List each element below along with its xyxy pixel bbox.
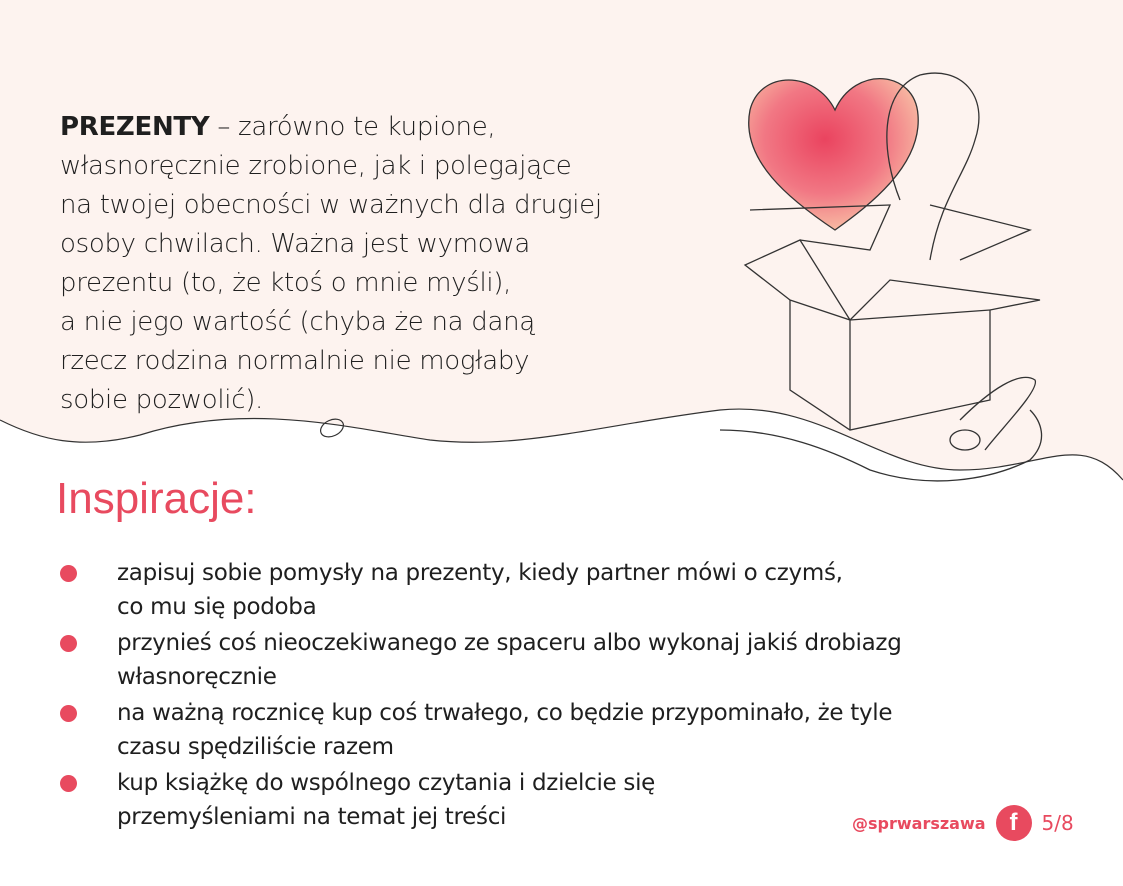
- item-line: przemyśleniami na temat jej treści: [117, 804, 507, 830]
- intro-line: – zarówno te kupione,: [209, 112, 496, 142]
- list-item: [58, 766, 902, 834]
- intro-line: prezentu (to, że ktoś o mnie myśli),: [60, 268, 512, 298]
- social-handle[interactable]: @sprwarszawa: [852, 813, 986, 833]
- footer: [852, 805, 1074, 841]
- item-line: co mu się podoba: [117, 594, 317, 620]
- inspiration-list: [58, 556, 902, 836]
- item-line: na ważną rocznicę kup coś trwałego, co będzie przypominało, że tyle: [117, 700, 893, 726]
- intro-paragraph: [60, 108, 602, 420]
- facebook-icon[interactable]: f: [996, 805, 1032, 841]
- intro-line: osoby chwilach. Ważna jest wymowa: [60, 229, 530, 259]
- intro-line: sobie pozwolić).: [60, 385, 264, 415]
- page-indicator: 5/8: [1041, 811, 1074, 835]
- item-line: przynieś coś nieoczekiwanego ze spaceru albo wykonaj jakiś drobiazg: [117, 630, 902, 656]
- bullet-icon: [60, 635, 77, 652]
- item-line: własnoręcznie: [117, 664, 277, 690]
- bullet-icon: [60, 775, 77, 792]
- intro-line: na twojej obecności w ważnych dla drugiej: [60, 190, 602, 220]
- list-item: [58, 626, 902, 694]
- item-line: zapisuj sobie pomysły na prezenty, kiedy partner mówi o czymś,: [117, 560, 843, 586]
- item-line: czasu spędziliście razem: [117, 734, 394, 760]
- intro-line: a nie jego wartość (chyba że na daną: [60, 307, 535, 337]
- bullet-icon: [60, 705, 77, 722]
- list-item: [58, 696, 902, 764]
- list-item: [58, 556, 902, 624]
- intro-bold-term: PREZENTY: [60, 112, 210, 142]
- intro-line: rzecz rodzina normalnie nie mogłaby: [60, 346, 530, 376]
- bullet-icon: [60, 565, 77, 582]
- item-line: kup książkę do wspólnego czytania i dzielcie się: [117, 770, 656, 796]
- section-heading: Inspiracje:: [56, 474, 257, 523]
- intro-line: własnoręcznie zrobione, jak i polegające: [60, 151, 572, 181]
